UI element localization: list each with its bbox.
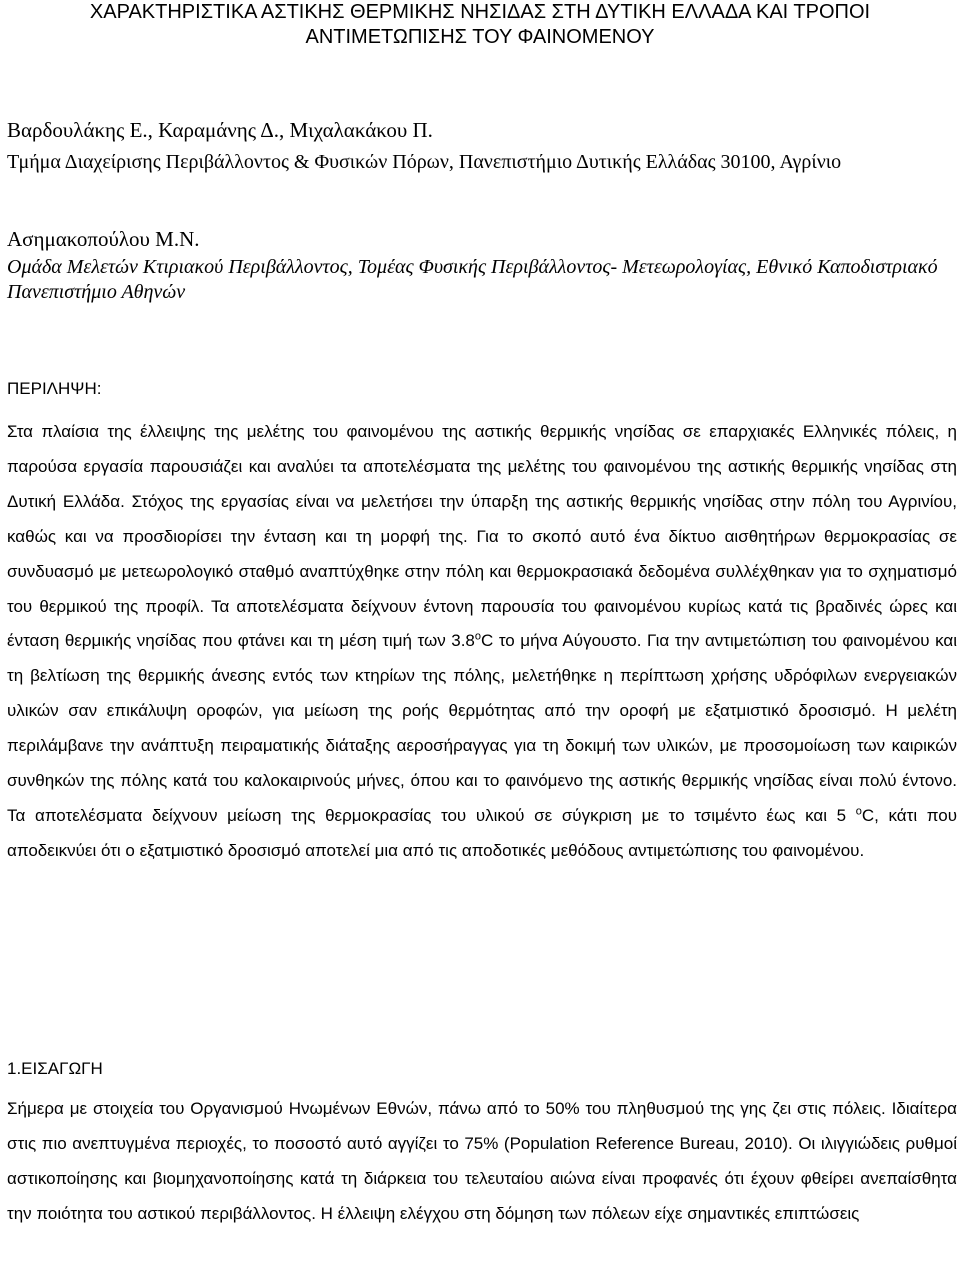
abstract-text-part-1: Στα πλαίσια της έλλειψης της μελέτης του φαινομένου της αστικής θερμικής νησίδας σε επαρχιακές Ελληνικές πόλεις, η παρούσα εργασία παρουσιάζει και αναλύει τα αποτελέσματα της μελέτης του φαινομένου της αστικής θερμικής νησίδας στη Δυτική Ελλάδα. Στόχος της εργασίας είναι να μελετήσει την ύπαρξη της αστικής θερμικής νησίδας στην πόλη του Αγρινίου, καθώς και να προσδιορίσει την ένταση και τη μορφή της. Για το σκοπό αυτό ένα δίκτυο αισθητήρων θερμοκρασίας σε συνδυασμό με μετεωρολογικό σταθμό αναπτύχθηκε στην πόλη και θερμοκρασιακά δεδομένα συλλέχθηκαν για το σχηματισμό του θερμικού της προφίλ. Τα αποτελέσματα δείχνουν έντονη παρουσία του φαινομένου κυρίως κατά τις βραδινές ώρες και ένταση θερμικής νησίδας που φτάνει και τη μέση τιμή των 3.8	[7, 422, 957, 651]
abstract-text	[7, 415, 957, 869]
author-affiliation-2: Ομάδα Μελετών Κτιριακού Περιβάλλοντος, Τομέας Φυσικής Περιβάλλοντος- Μετεωρολογίας, Εθνικό Καποδιστριακό Πανεπιστήμιο Αθηνών	[7, 256, 938, 303]
author-names-2: Ασημακοπούλου Μ.Ν.	[7, 227, 200, 251]
degree-superscript-2: ο	[855, 805, 862, 818]
abstract-heading: ΠΕΡΙΛΗΨΗ:	[7, 379, 102, 398]
degree-superscript-1: ο	[474, 630, 482, 643]
introduction-text	[7, 1092, 957, 1232]
author-affiliation-1: Τμήμα Διαχείρισης Περιβάλλοντος & Φυσικών Πόρων, Πανεπιστήμιο Δυτικής Ελλάδας 30100, Αγρίνιο	[7, 151, 842, 173]
paper-title-line-2: ΑΝΤΙΜΕΤΩΠΙΣΗΣ ΤΟΥ ΦΑΙΝΟΜΕΝΟΥ	[305, 26, 655, 48]
paper-title-line-1: ΧΑΡΑΚΤΗΡΙΣΤΙΚΑ ΑΣΤΙΚΗΣ ΘΕΡΜΙΚΗΣ ΝΗΣΙΔΑΣ ΣΤΗ ΔΥΤΙΚΗ ΕΛΛΑΔΑ ΚΑΙ ΤΡΟΠΟΙ	[89, 1, 871, 23]
section-heading-introduction: 1.ΕΙΣΑΓΩΓΗ	[7, 1059, 103, 1078]
author-names-1: Βαρδουλάκης Ε., Καραμάνης Δ., Μιχαλακάκου Π.	[7, 118, 433, 142]
paper-title	[0, 0, 960, 50]
abstract-text-part-2: C το μήνα Αύγουστο. Για την αντιμετώπιση του φαινομένου και τη βελτίωση της θερμικής άνεσης εντός των κτηρίων της πόλης, μελετήθηκε η περίπτωση χρήσης υδρόφιλων ενεργειακών υλικών σαν επικάλυψη οροφών, για μείωση της ροής θερμότητας από την οροφή με εξατμιστικό δροσισμό. Η μελέτη περιλάμβανε την ανάπτυξη πειραματικής διάταξης αεροσήραγγας για τη δοκιμή των υλικών, με προσομοίωση των καιρικών συνθηκών της πόλης κατά του καλοκαιρινούς μήνες, όπου και το φαινόμενο της αστικής θερμικής νησίδας είναι πολύ έντονο. Τα αποτελέσματα δείχνουν μείωση της θερμοκρασίας του υλικού σε σύγκριση με το τσιμέντο έως και 5	[7, 631, 957, 825]
abstract-text-part-3: C, κάτι που αποδεικνύει ότι ο εξατμιστικό δροσισμό αποτελεί μια από τις αποδοτικές μεθόδους αντιμετώπισης του φαινομένου.	[7, 805, 957, 860]
introduction-paragraph: Σήμερα με στοιχεία του Οργανισμού Ηνωμένων Εθνών, πάνω από το 50% του πληθυσμού της γης ζει στις πόλεις. Ιδιαίτερα στις πιο ανεπτυγμένα περιοχές, το ποσοστό αυτό αγγίζει το 75% (Population Reference Bureau, 2010). Οι ιλιγγιώδεις ρυθμοί αστικοποίησης και βιομηχανοποίησης κατά τη διάρκεια του τελευταίου αιώνα είναι προφανές ότι έχουν φθείρει ανεπαίσθητα την ποιότητα του αστικού περιβάλλοντος. Η έλλειψη ελέγχου στη δόμηση των πόλεων είχε σημαντικές επιπτώσεις	[7, 1099, 957, 1223]
